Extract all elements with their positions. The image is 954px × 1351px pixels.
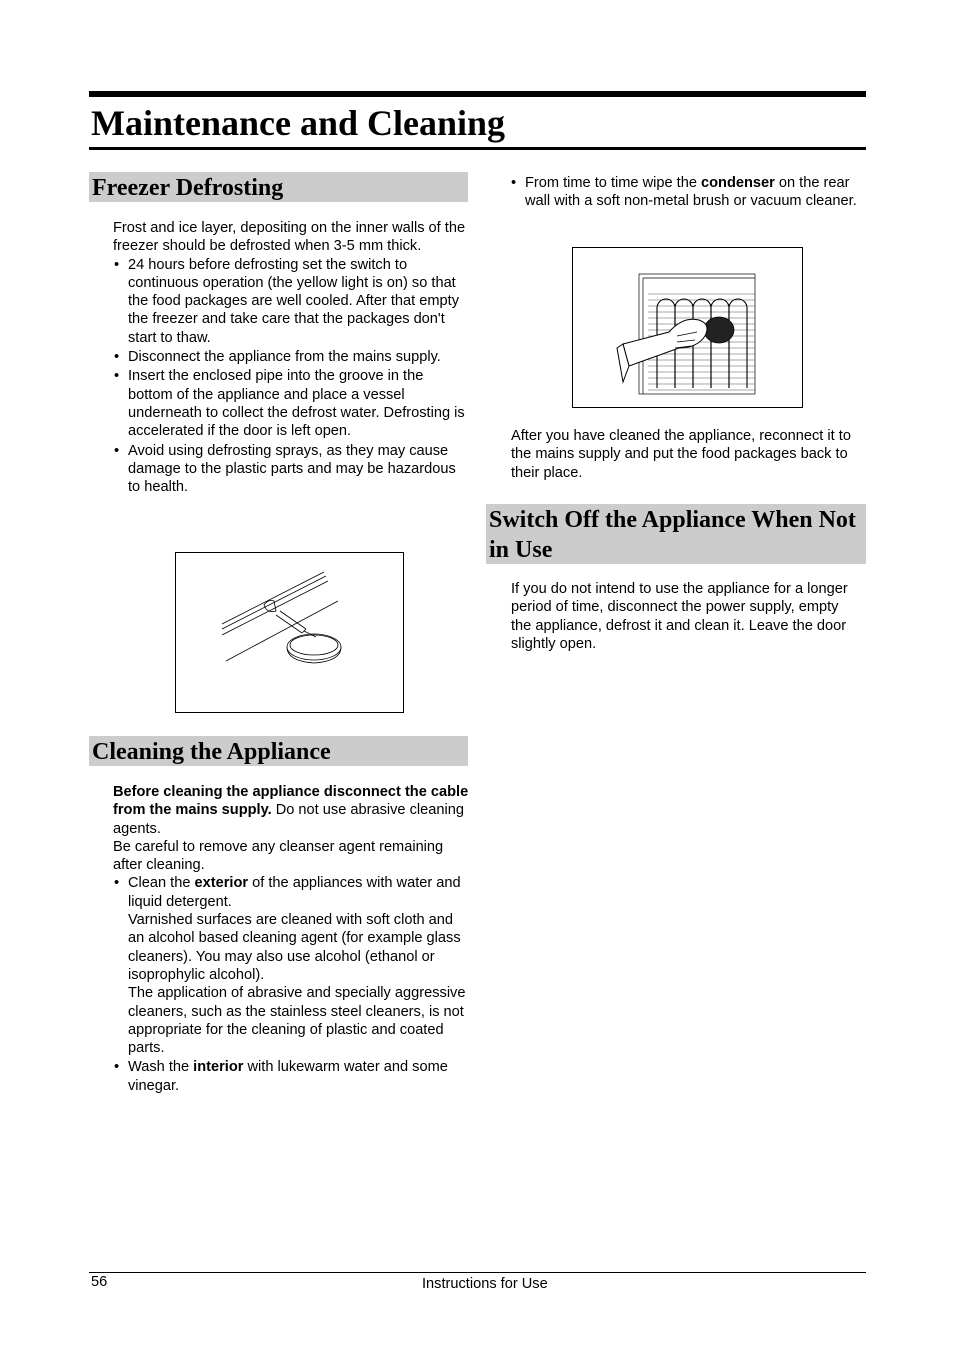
text-run: with lukewarm water and some vinegar. [128, 1059, 448, 1094]
footer-text: Instructions for Use [422, 1276, 548, 1292]
list-item: • Disconnect the appliance from the mains supply. [114, 348, 469, 366]
freezer-defrosting-text [113, 219, 469, 497]
list-item: • Insert the enclosed pipe into the groove in the bottom of the appliance and place a vessel underneath to collect the defrost water. Defrosting is accelerated if the door is left open. [114, 367, 469, 440]
footer-rule [89, 1272, 866, 1273]
varnished-surfaces-text: Varnished surfaces are cleaned with soft cloth and an alcohol based cleaning agent (for example glass cleaners). You may also use alcohol (ethanol or isoprophylic alcohol). [128, 912, 461, 983]
page-number: 56 [91, 1274, 108, 1290]
list-item: • 24 hours before defrosting set the switch to continuous operation (the yellow light is on) so that the food packages are well cooled. After that empty the freezer and take care that the packages don't start to thaw. [114, 256, 469, 347]
switch-off-paragraph: If you do not intend to use the appliance for a longer period of time, disconnect the power supply, empty the appliance, defrost it and clean it. Leave the door slightly open. [511, 581, 848, 652]
text-run: From time to time wipe the [525, 175, 701, 191]
text-run: Wash the [128, 1059, 194, 1076]
defrost-pipe-illustration [175, 552, 404, 713]
condenser-brush-drawing [573, 248, 802, 407]
cleaning-intro [113, 783, 469, 838]
cleaning-intro-rest: Do not use abrasive cleaning agents. [113, 802, 464, 837]
cleaning-careful: Be careful to remove any cleanser agent remaining after cleaning. [113, 838, 444, 874]
condenser-text [511, 174, 861, 212]
condenser-bold: condenser [701, 175, 775, 191]
exterior-bold: exterior [194, 875, 249, 892]
cleaning-warning-bold: Before cleaning the appliance disconnect the cable from the mains supply. [113, 784, 469, 819]
text-run: of the appliances with water and liquid detergent. [128, 875, 461, 910]
interior-bold: interior [193, 1059, 244, 1076]
freezer-intro: Frost and ice layer, depositing on the inner walls of the freezer should be defrosted when 3-5 mm thick. [113, 220, 466, 255]
defrost-pipe-drawing [176, 553, 403, 712]
text-run: on the rear wall with a soft non-metal brush or vacuum cleaner. [525, 175, 857, 210]
list-item [114, 1058, 469, 1095]
abrasive-cleaners-text: The application of abrasive and specially aggressive cleaners, such as the stainless steel cleaners, is not appropriate for the cleaning of plastic and coated parts. [128, 985, 466, 1057]
list-item [511, 174, 861, 211]
after-cleaning-text [511, 427, 863, 482]
cleaning-appliance-text [113, 783, 469, 1096]
list-item: • Avoid using defrosting sprays, as they may cause damage to the plastic parts and may be hazardous to health. [114, 442, 469, 497]
cleaning-appliance-heading: Cleaning the Appliance [89, 736, 468, 766]
list-item [114, 874, 469, 1057]
freezer-defrosting-heading: Freezer Defrosting [89, 172, 468, 202]
page-title: Maintenance and Cleaning [91, 103, 506, 143]
switch-off-text [511, 580, 861, 653]
after-cleaning-paragraph: After you have cleaned the appliance, reconnect it to the mains supply and put the food packages back to their place. [511, 428, 851, 481]
condenser-cleaning-illustration [572, 247, 803, 408]
switch-off-heading: Switch Off the Appliance When Not in Use [486, 504, 866, 564]
title-top-rule [89, 91, 866, 97]
text-run: Clean the [128, 875, 195, 892]
title-bottom-rule [89, 147, 866, 150]
